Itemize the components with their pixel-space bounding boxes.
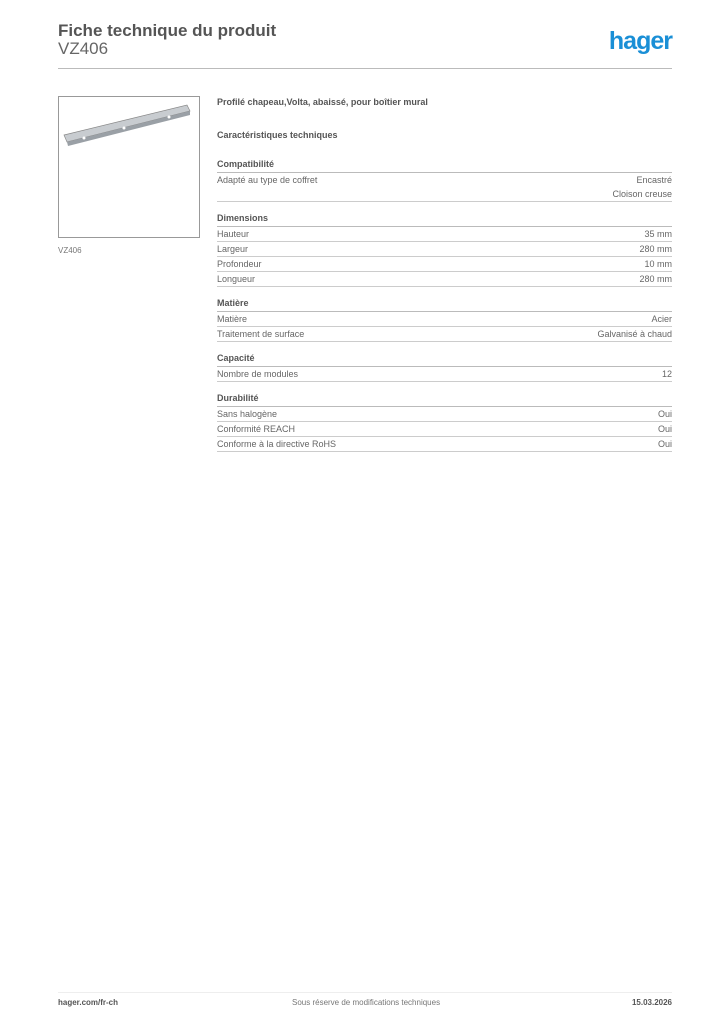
footer-notice: Sous réserve de modifications techniques <box>292 998 441 1007</box>
spec-value: Oui <box>657 439 672 449</box>
spec-row <box>217 173 672 202</box>
spec-value: 12 <box>661 369 672 379</box>
footer-divider <box>58 992 672 993</box>
section-heading: Dimensions <box>217 212 672 227</box>
spec-value: Galvanisé à chaud <box>597 329 672 339</box>
spec-label: Conformité REACH <box>217 424 296 434</box>
spec-label: Matière <box>217 314 248 324</box>
footer-website[interactable]: hager.com/fr-ch <box>58 998 119 1007</box>
footer-date: 15.03.2026 <box>631 998 672 1007</box>
spec-label: Conforme à la directive RoHS <box>217 439 337 449</box>
spec-row <box>217 312 672 327</box>
spec-content <box>217 97 672 462</box>
spec-row <box>217 407 672 422</box>
spec-value: Acier <box>651 314 672 324</box>
spec-label: Profondeur <box>217 259 262 269</box>
spec-row <box>217 327 672 342</box>
spec-value: 10 mm <box>644 259 672 269</box>
spec-label: Largeur <box>217 244 249 254</box>
spec-section <box>217 212 672 287</box>
spec-label: Nombre de modules <box>217 369 299 379</box>
spec-section <box>217 297 672 342</box>
section-heading: Capacité <box>217 352 672 367</box>
spec-section <box>217 352 672 382</box>
spec-row <box>217 437 672 452</box>
image-caption: VZ406 <box>58 246 82 255</box>
product-code: VZ406 <box>58 39 109 58</box>
spec-label: Sans halogène <box>217 409 278 419</box>
spec-value: 280 mm <box>639 274 672 284</box>
spec-value: 35 mm <box>644 229 672 239</box>
section-heading: Compatibilité <box>217 158 672 173</box>
spec-row <box>217 242 672 257</box>
spec-value: 280 mm <box>639 244 672 254</box>
spec-value: Oui <box>657 409 672 419</box>
spec-value: Oui <box>657 424 672 434</box>
spec-row <box>217 272 672 287</box>
spec-row <box>217 257 672 272</box>
header-divider <box>58 68 672 69</box>
product-image <box>58 96 200 238</box>
spec-label: Longueur <box>217 274 256 284</box>
spec-section <box>217 158 672 202</box>
product-description: Profilé chapeau,Volta, abaissé, pour boîtier mural <box>217 97 428 107</box>
spec-label: Traitement de surface <box>217 329 305 339</box>
spec-row <box>217 227 672 242</box>
spec-section <box>217 392 672 452</box>
section-heading: Matière <box>217 297 672 312</box>
spec-label: Hauteur <box>217 229 250 239</box>
section-title: Caractéristiques techniques <box>217 130 338 140</box>
section-heading: Durabilité <box>217 392 672 407</box>
spec-label: Adapté au type de coffret <box>217 175 318 185</box>
spec-value: Encastré Cloison creuse <box>612 175 672 199</box>
hager-logo: hager <box>608 27 672 55</box>
spec-row <box>217 367 672 382</box>
spec-row <box>217 422 672 437</box>
page-title: Fiche technique du produit <box>58 21 277 40</box>
